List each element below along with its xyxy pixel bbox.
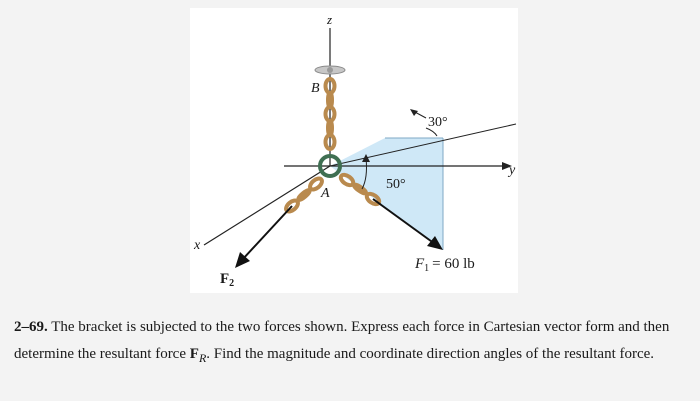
bracket-bolt [327,67,333,73]
resultant-symbol: F [189,346,199,362]
point-a-label: A [321,186,330,201]
angle-50-label: 50° [386,177,406,192]
force-f2-label: $F_2$ [220,271,235,289]
problem-text-part2: . Find the magnitude and coordinate direction angles of the resultant force. [206,346,655,362]
y-axis-label: y [509,163,516,178]
z-axis-label: z [327,12,333,27]
problem-number: 2–69. [14,319,48,335]
shaded-plane [330,138,443,250]
problem-statement [14,314,694,372]
angle-30-arrowhead [410,109,418,116]
angle-30-label: 30° [428,115,448,130]
resultant-subscript: R [198,351,207,365]
figure-panel [190,8,518,293]
problem-text-part1: The bracket is subjected to the two forces shown. Express each force in Cartesian vector form and then determine the resultant force [14,319,670,362]
x-axis-label: x [194,238,201,253]
point-b-label: B [311,81,320,96]
force-diagram [190,8,518,293]
force-f1-label: $F_1 = 60$ lb [415,256,475,274]
force-f2-arrow [242,206,292,260]
